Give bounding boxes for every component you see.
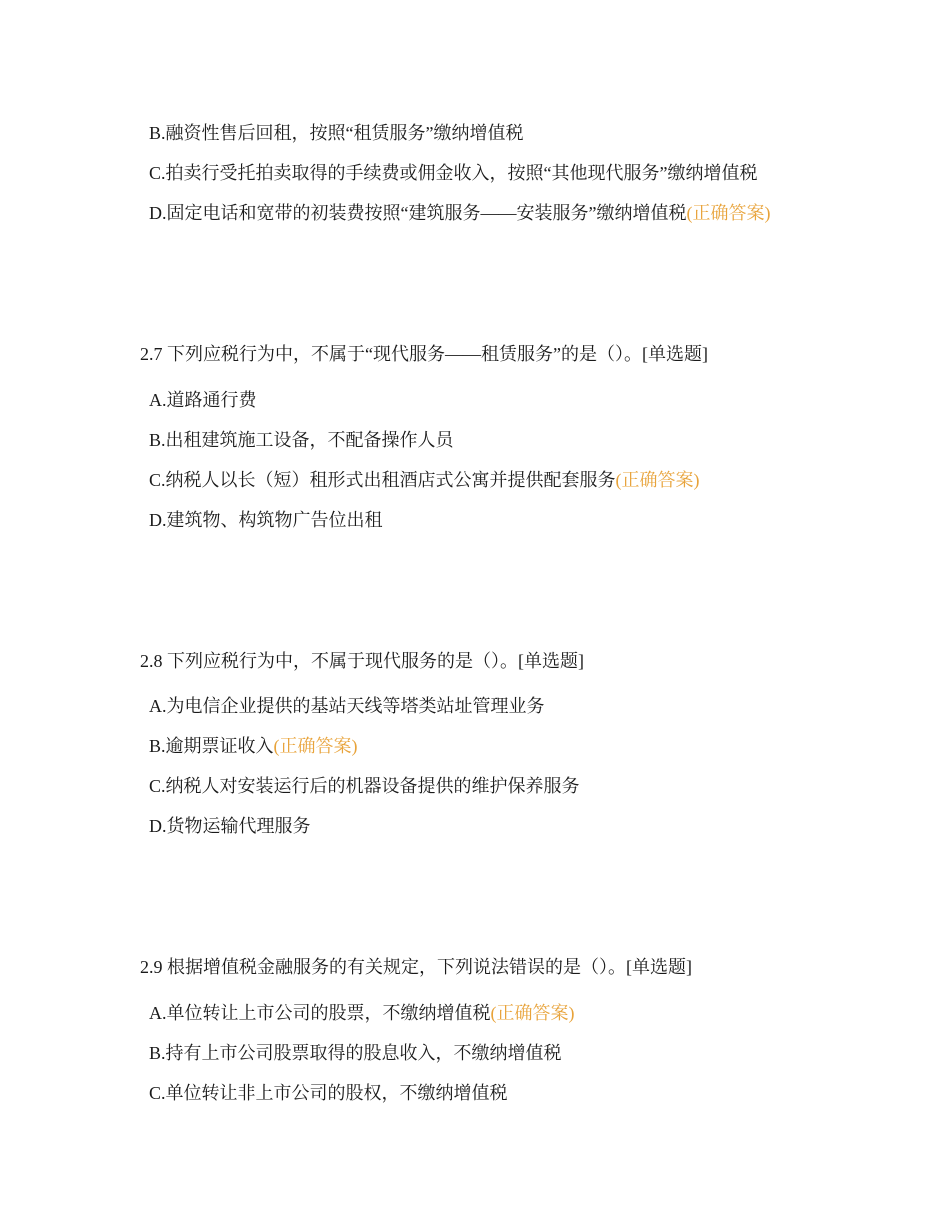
option-text: B.持有上市公司股票取得的股息收入，不缴纳增值税 xyxy=(149,1043,562,1063)
option-b xyxy=(149,734,358,758)
option-text: C.单位转让非上市公司的股权，不缴纳增值税 xyxy=(149,1083,508,1103)
option-c xyxy=(149,774,580,798)
option-text: D.货物运输代理服务 xyxy=(149,816,311,836)
option-text: B.融资性售后回租，按照“租赁服务”缴纳增值税 xyxy=(149,123,524,143)
option-text: C.纳税人对安装运行后的机器设备提供的维护保养服务 xyxy=(149,776,580,796)
correct-answer-marker: (正确答案) xyxy=(686,203,771,223)
option-text: B.逾期票证收入 xyxy=(149,736,274,756)
option-text: A.为电信企业提供的基站天线等塔类站址管理业务 xyxy=(149,696,545,716)
option-b xyxy=(149,121,523,145)
option-text: A.道路通行费 xyxy=(149,390,257,410)
option-a xyxy=(149,694,545,718)
correct-answer-marker: (正确答案) xyxy=(273,736,358,756)
option-text: C.纳税人以长（短）租形式出租酒店式公寓并提供配套服务 xyxy=(149,470,616,490)
option-text: B.出租建筑施工设备，不配备操作人员 xyxy=(149,430,454,450)
question-stem: 2.8 下列应税行为中，不属于现代服务的是（）。[单选题] xyxy=(140,651,584,671)
option-text: A.单位转让上市公司的股票，不缴纳增值税 xyxy=(149,1003,491,1023)
option-b xyxy=(149,1041,562,1065)
question-stem: 2.7 下列应税行为中，不属于“现代服务——租赁服务”的是（）。[单选题] xyxy=(140,344,708,364)
option-d xyxy=(149,201,770,225)
option-d xyxy=(149,814,311,838)
correct-answer-marker: (正确答案) xyxy=(490,1003,575,1023)
option-a xyxy=(149,388,257,412)
option-c xyxy=(149,161,757,185)
option-c xyxy=(149,468,700,492)
question-stem: 2.9 根据增值税金融服务的有关规定，下列说法错误的是（）。[单选题] xyxy=(140,957,692,977)
option-c xyxy=(149,1081,508,1105)
option-text: C.拍卖行受托拍卖取得的手续费或佣金收入，按照“其他现代服务”缴纳增值税 xyxy=(149,163,758,183)
option-a xyxy=(149,1001,575,1025)
option-text: D.固定电话和宽带的初装费按照“建筑服务——安装服务”缴纳增值税 xyxy=(149,203,687,223)
correct-answer-marker: (正确答案) xyxy=(615,470,700,490)
option-text: D.建筑物、构筑物广告位出租 xyxy=(149,510,383,530)
option-b xyxy=(149,428,454,452)
option-d xyxy=(149,508,383,532)
